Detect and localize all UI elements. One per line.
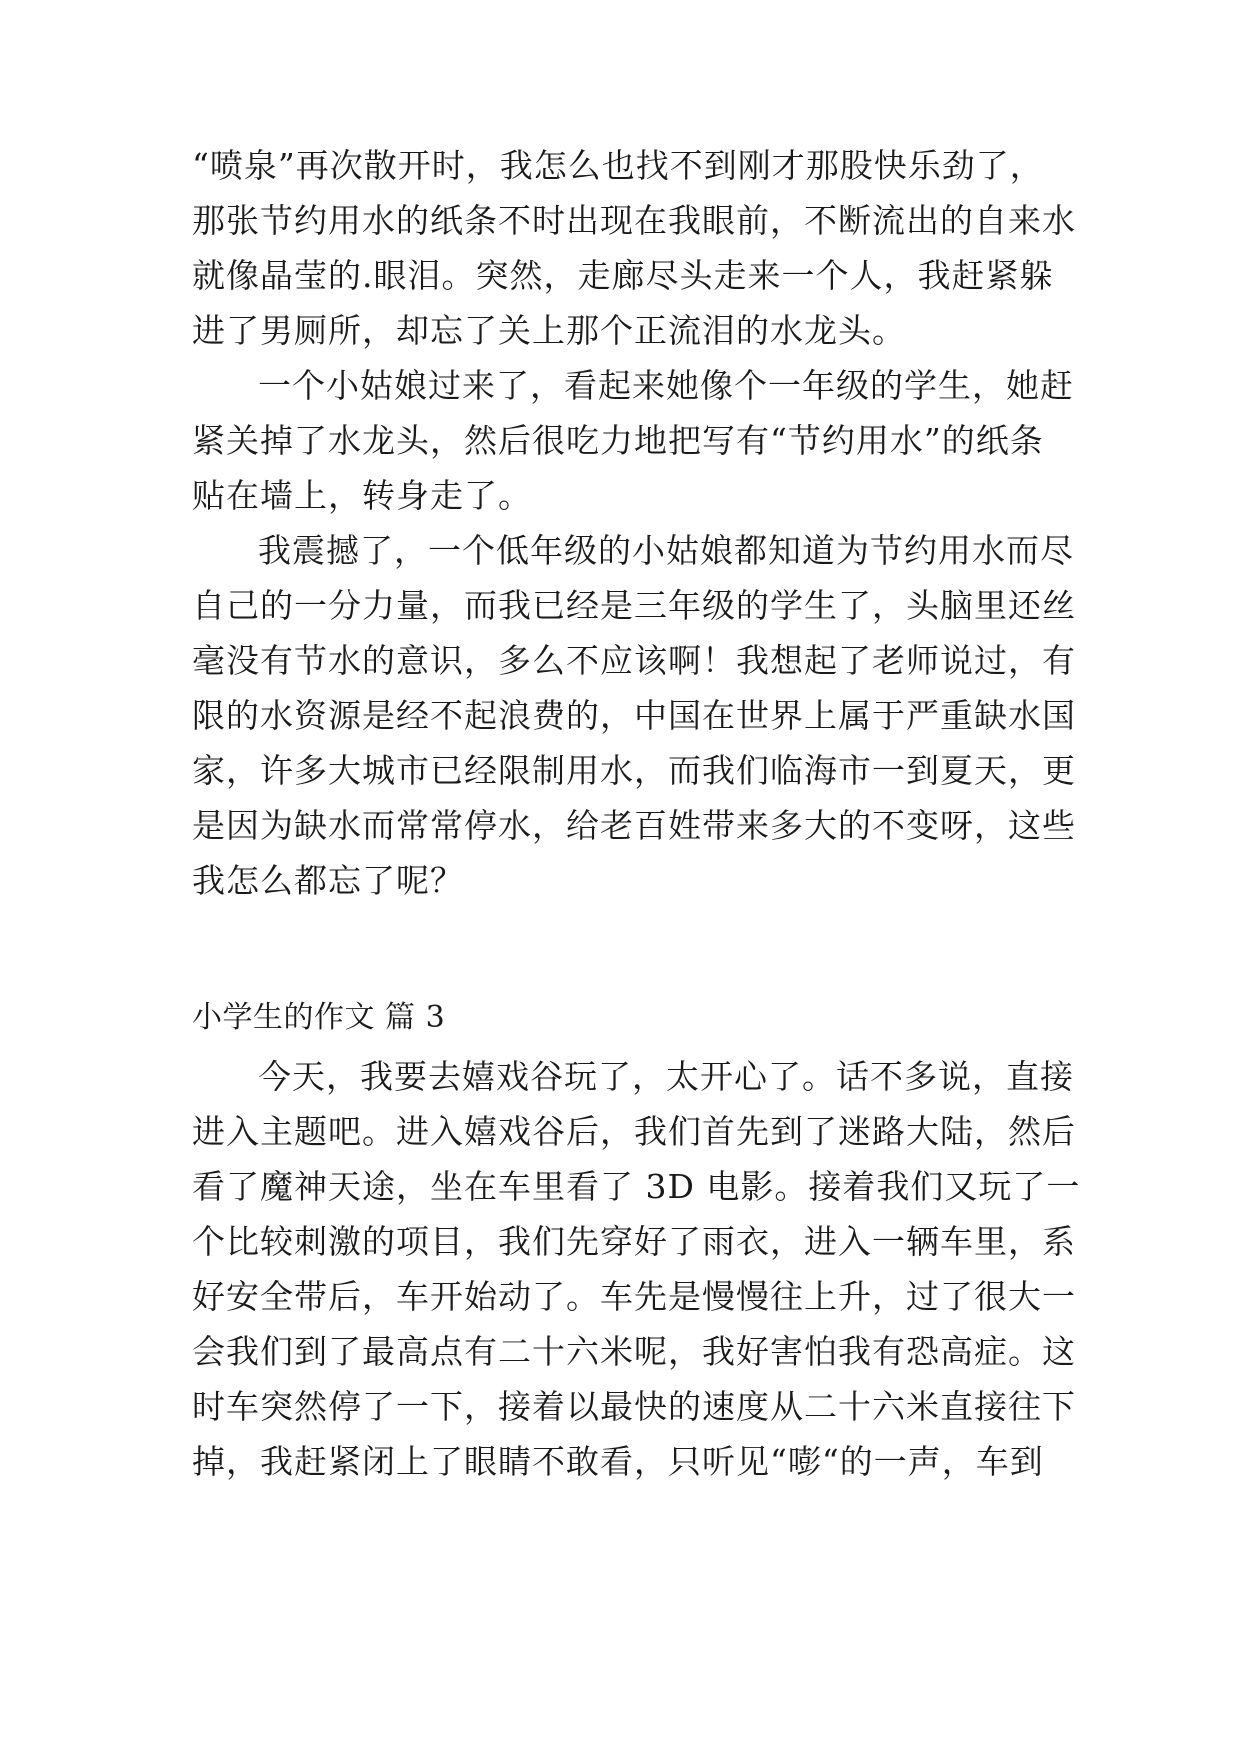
paragraph-line: 掉，我赶紧闭上了眼睛不敢看，只听见“嘭“的一声，车到 — [192, 1442, 1044, 1481]
paragraph-line: 一个小姑娘过来了，看起来她像个一年级的学生，她赶 — [258, 366, 1074, 405]
paragraph-line: 毫没有节水的意识，多么不应该啊！我想起了老师说过，有 — [192, 641, 1076, 680]
paragraph-line: 自己的一分力量，而我已经是三年级的学生了，头脑里还丝 — [192, 586, 1076, 625]
paragraph-line: 时车突然停了一下，接着以最快的速度从二十六米直接往下 — [192, 1387, 1076, 1426]
paragraph-line: 就像晶莹的.眼泪。突然，走廊尽头走来一个人，我赶紧躲 — [192, 256, 1054, 295]
paragraph-line: 贴在墙上，转身走了。 — [192, 476, 532, 515]
paragraph-line: 我怎么都忘了呢？ — [192, 861, 464, 900]
paragraph-line: 紧关掉了水龙头，然后很吃力地把写有“节约用水”的纸条 — [192, 421, 1044, 460]
paragraph-line: 家，许多大城市已经限制用水，而我们临海市一到夏天，更 — [192, 751, 1076, 790]
section-heading: 小学生的作文 篇 3 — [192, 1000, 446, 1035]
paragraph-line: 个比较刺激的项目，我们先穿好了雨衣，进入一辆车里，系 — [192, 1222, 1076, 1261]
paragraph-line: 会我们到了最高点有二十六米呢，我好害怕我有恐高症。这 — [192, 1332, 1076, 1371]
paragraph-line: 是因为缺水而常常停水，给老百姓带来多大的不变呀，这些 — [192, 806, 1076, 845]
paragraph-line: 那张节约用水的纸条不时出现在我眼前，不断流出的自来水 — [192, 201, 1076, 240]
paragraph-line: “喷泉”再次散开时，我怎么也找不到刚才那股快乐劲了， — [192, 146, 1044, 185]
paragraph-line: 我震撼了，一个低年级的小姑娘都知道为节约用水而尽 — [258, 531, 1074, 570]
paragraph-line: 看了魔神天途，坐在车里看了 3D 电影。接着我们又玩了一 — [192, 1167, 1081, 1206]
paragraph-line: 进了男厕所，却忘了关上那个正流泪的水龙头。 — [192, 311, 906, 350]
paragraph-line: 好安全带后，车开始动了。车先是慢慢往上升，过了很大一 — [192, 1277, 1076, 1316]
paragraph-line: 今天，我要去嬉戏谷玩了，太开心了。话不多说，直接 — [258, 1057, 1074, 1096]
paragraph-line: 限的水资源是经不起浪费的，中国在世界上属于严重缺水国 — [192, 696, 1076, 735]
paragraph-line: 进入主题吧。进入嬉戏谷后，我们首先到了迷路大陆，然后 — [192, 1112, 1076, 1151]
